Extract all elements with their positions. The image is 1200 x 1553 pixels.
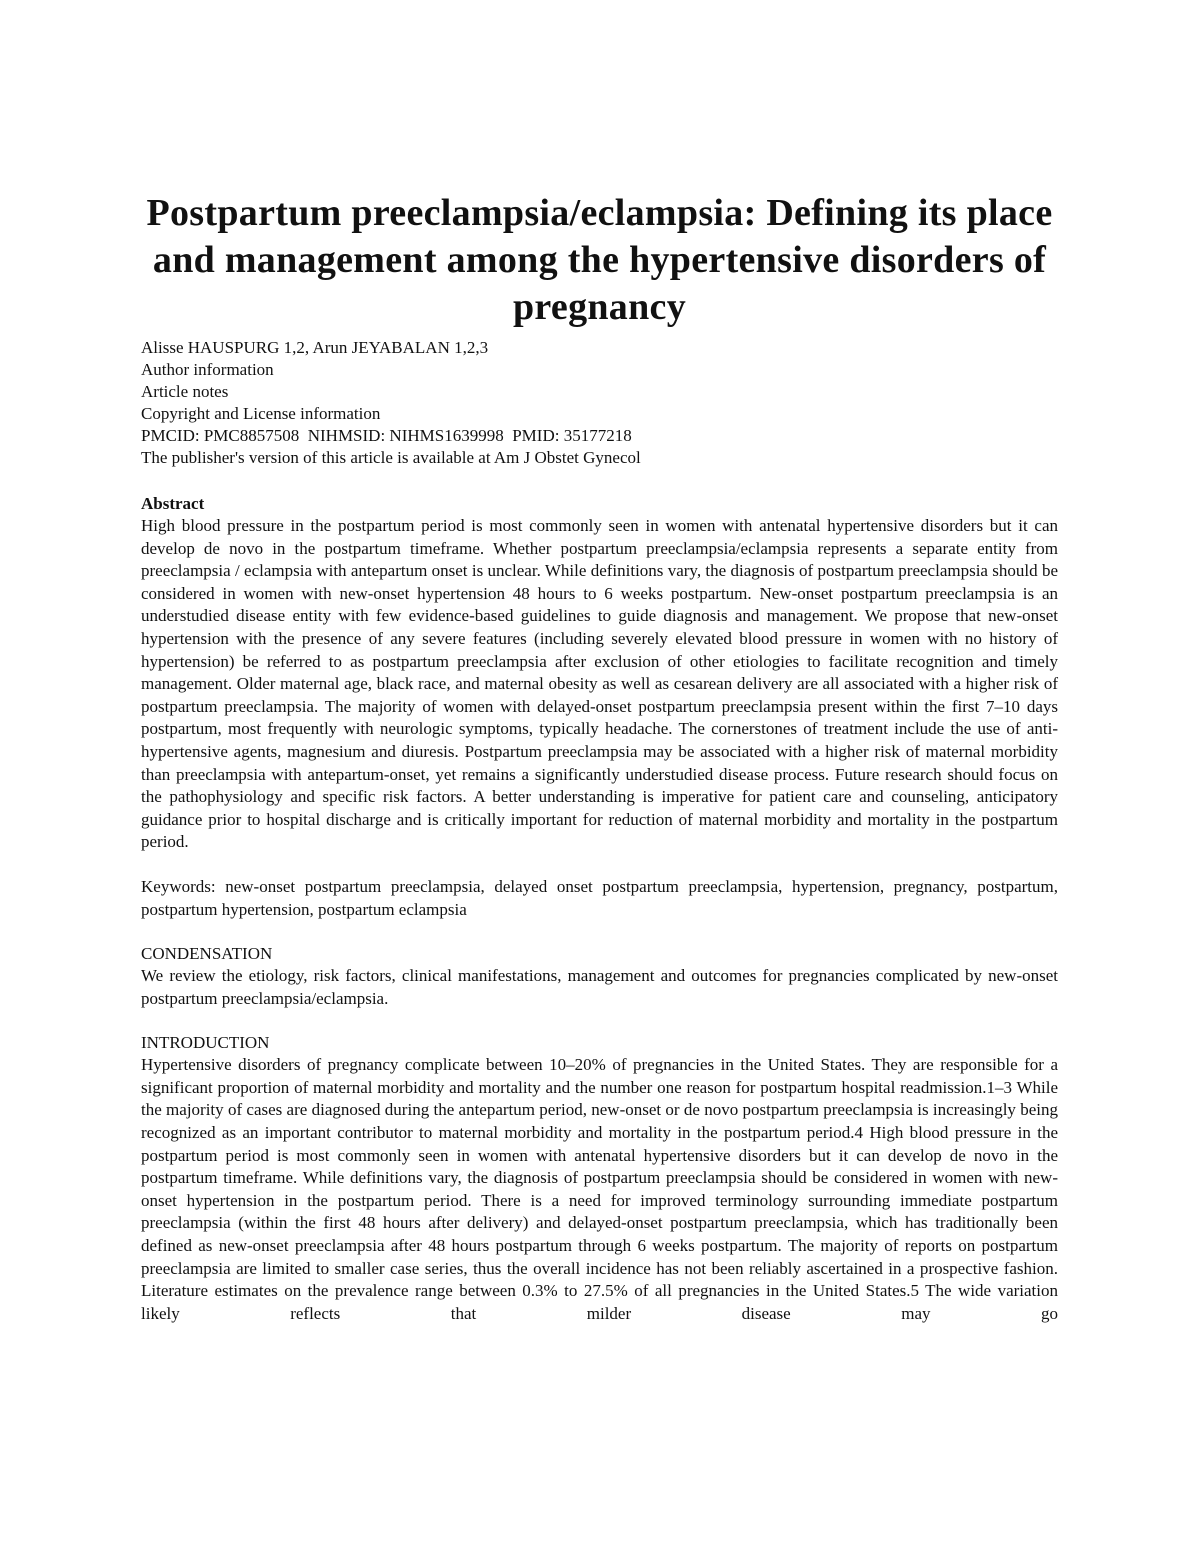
article-notes-link[interactable]: Article notes: [141, 382, 229, 401]
abstract-text: High blood pressure in the postpartum period is most commonly seen in women with antenatal hypertensive disorders but it can develop de novo in the postpartum timeframe. Whether postpartum preeclampsia/eclampsia represents a separate entity from preeclampsia / eclampsia with antepartum onset is unclear. While definitions vary, the diagnosis of postpartum preeclampsia should be considered in women with new-onset hypertension 48 hours to 6 weeks postpartum. New-onset postpartum preeclampsia is an understudied disease entity with few evidence-based guidelines to guide diagnosis and management. We propose that new-onset hypertension with the presence of any severe features (including severely elevated blood pressure in women with no history of hypertension) be referred to as postpartum preeclampsia after exclusion of other etiologies to facilitate recognition and timely management. Older maternal age, black race, and maternal obesity as well as cesarean delivery are all associated with a higher risk of postpartum preeclampsia. The majority of women with delayed-onset postpartum preeclampsia present within the first 7–10 days postpartum, most frequently with neurologic symptoms, typically headache. The cornerstones of treatment include the use of anti-hypertensive agents, magnesium and diuresis. Postpartum preeclampsia may be associated with a higher risk of maternal morbidity than preeclampsia with antepartum-onset, yet remains a significantly understudied disease process. Future research should focus on the pathophysiology and specific risk factors. A better understanding is imperative for patient care and counseling, anticipatory guidance prior to hospital discharge and is critically important for reduction of maternal morbidity and mortality in the postpartum period.: [141, 516, 1058, 852]
author-information-link[interactable]: Author information: [141, 360, 274, 379]
copyright-license-link[interactable]: Copyright and License information: [141, 404, 381, 423]
document-page: [141, 190, 1058, 1325]
condensation-heading: CONDENSATION: [141, 944, 273, 964]
introduction-heading: INTRODUCTION: [141, 1033, 270, 1053]
publisher-version-note: The publisher's version of this article is available at Am J Obstet Gynecol: [141, 448, 641, 467]
keywords: Keywords: new-onset postpartum preeclampsia, delayed onset postpartum preeclampsia, hypertension, pregnancy, postpartum, postpartum hypertension, postpartum eclampsia: [141, 876, 1058, 919]
introduction-text: Hypertensive disorders of pregnancy complicate between 10–20% of pregnancies in the United States. They are responsible for a significant proportion of maternal morbidity and mortality and the number one reason for postpartum hospital readmission.1–3 While the majority of cases are diagnosed during the antepartum period, new-onset or de novo postpartum preeclampsia is increasingly being recognized as an important contributor to maternal morbidity and mortality in the postpartum period.4 High blood pressure in the postpartum period is most commonly seen in women with antenatal hypertensive disorders but it can develop de novo in the postpartum timeframe. While definitions vary, the diagnosis of postpartum preeclampsia should be considered in women with new-onset hypertension in the postpartum period. There is a need for improved terminology surrounding immediate postpartum preeclampsia (within the first 48 hours after delivery) and delayed-onset postpartum preeclampsia, which has traditionally been defined as new-onset preeclampsia after 48 hours postpartum through 6 weeks postpartum. The majority of reports on postpartum preeclampsia are limited to smaller case series, thus the overall incidence has not been reliably ascertained in a prospective fashion. Literature estimates on the prevalence range between 0.3% to 27.5% of all pregnancies in the United States.5 The wide variation likely reflects that milder disease may go: [141, 1055, 1058, 1323]
article-identifiers: PMCID: PMC8857508 NIHMSID: NIHMS1639998 PMID: 35177218: [141, 426, 632, 445]
condensation-text: We review the etiology, risk factors, clinical manifestations, management and outcomes for pregnancies complicated by new-onset postpartum preeclampsia/eclampsia.: [141, 966, 1058, 1008]
abstract-heading: Abstract: [141, 494, 205, 513]
article-title: Postpartum preeclampsia/eclampsia: Defining its place and management among the hypertensive disorders of pregnancy: [146, 192, 1053, 328]
author-list[interactable]: Alisse HAUSPURG 1,2, Arun JEYABALAN 1,2,3: [141, 338, 489, 357]
